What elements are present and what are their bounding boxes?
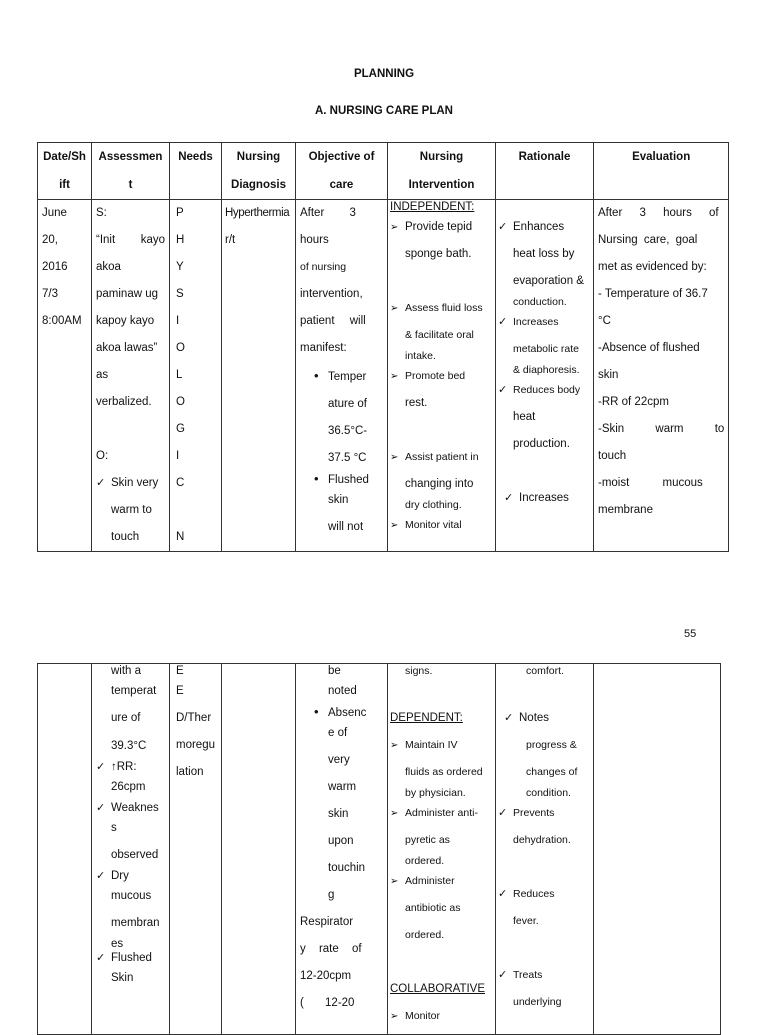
table-row xyxy=(38,200,729,552)
assessment-cell: S: “Init kayo akoa paminaw ug kapoy kayo akoa lawas” as verbalized. O: ✓ Skin very warm to touch xyxy=(92,200,170,552)
header-evaluation: Evaluation xyxy=(594,143,729,200)
nursing-intervention-cell: INDEPENDENT: ➢ Provide tepid sponge bath. ➢ Assess fluid loss & facilitate oral intake. ➢ Promote bed rest. ➢ Assist patient in changing into dry clothing. ➢ Monitor vital xyxy=(388,200,496,552)
header-nursing-diagnosis: Nursing Diagnosis xyxy=(222,143,296,200)
nursing-diagnosis-cell: Hyperthermia r/t xyxy=(222,200,296,552)
nursing-intervention-cell: signs. DEPENDENT: ➢ Maintain IV fluids as ordered by physician. ➢ Administer anti- pyretic as ordered. ➢ Administer antibiotic as ordered. COLLABORATIVE ➢ Monitor xyxy=(388,664,496,1035)
check-icon: ✓ ↑RR: xyxy=(96,760,165,774)
check-icon: ✓ Reduces body xyxy=(498,377,589,404)
arrow-icon: ➢ Promote bed xyxy=(390,363,491,390)
check-icon: ✓ Increases xyxy=(498,309,589,336)
check-icon: ✓ Reduces xyxy=(498,881,589,908)
care-plan-title: A. NURSING CARE PLAN xyxy=(314,105,453,117)
needs-cell: P H Y S I O L O G I C N xyxy=(170,200,222,552)
page-number: 55 xyxy=(684,628,697,640)
arrow-icon: ➢ Maintain IV xyxy=(390,732,491,759)
arrow-icon: ➢ Assess fluid loss xyxy=(390,295,491,322)
rationale-cell: comfort. ✓ Notes progress & changes of condition. ✓ Prevents dehydration. ✓ Reduces fever. ✓ Treats underlying xyxy=(496,664,594,1035)
header-needs: Needs xyxy=(170,143,222,200)
arrow-icon: ➢ Administer anti- xyxy=(390,800,491,827)
arrow-icon: ➢ Assist patient in xyxy=(390,444,491,471)
check-icon: ✓ Flushed xyxy=(96,951,165,965)
rationale-cell: ✓ Enhances heat loss by evaporation & conduction. ✓ Increases metabolic rate & diaphoresis. ✓ Reduces body heat production. ✓ Increases xyxy=(496,200,594,552)
check-icon: ✓ Skin very xyxy=(96,470,165,497)
objective-of-care-cell: After 3 hours of nursing intervention, patient will manifest: • Temper ature of 36.5°C- 37.5 °C • Flushed skin will not xyxy=(296,200,388,552)
header-date-shift: Date/Sh ift xyxy=(38,143,92,200)
check-icon: ✓ Dry xyxy=(96,869,165,883)
header-assessment: Assessmen t xyxy=(92,143,170,200)
header-objective-of-care: Objective of care xyxy=(296,143,388,200)
bullet-item: • Flushed xyxy=(300,472,383,487)
independent-label: INDEPENDENT: xyxy=(390,201,475,213)
header-nursing-intervention: Nursing Intervention xyxy=(388,143,496,200)
dependent-label: DEPENDENT: xyxy=(390,712,463,724)
bullet-item: • Temper xyxy=(300,362,383,391)
evaluation-cell: After 3 hours of Nursing care, goal met as evidenced by: - Temperature of 36.7 °C -Absence of flushed skin -RR of 22cpm -Skin warm to touch -moist mucous membrane xyxy=(594,200,729,552)
arrow-icon: ➢ Monitor vital xyxy=(390,512,491,539)
bullet-item: • Absenc xyxy=(300,705,383,720)
check-icon: ✓ Prevents xyxy=(498,800,589,827)
table-row xyxy=(38,664,721,1035)
evaluation-cell xyxy=(594,664,721,1035)
care-plan-table-part-2 xyxy=(37,663,721,1035)
needs-cell: E E D/Ther moregu lation xyxy=(170,664,222,1035)
nursing-diagnosis-cell xyxy=(222,664,296,1035)
assessment-cell: with a temperat ure of 39.3°C ✓ ↑RR: 26cpm ✓ Weaknes s observed ✓ Dry mucous membran es ✓ Flushed Skin xyxy=(92,664,170,1035)
arrow-icon: ➢ Provide tepid xyxy=(390,214,491,241)
arrow-icon: ➢ Administer xyxy=(390,868,491,895)
check-icon: ✓ Treats xyxy=(498,962,589,989)
table-header-row xyxy=(38,143,729,200)
date-shift-cell xyxy=(38,664,92,1035)
collaborative-label: COLLABORATIVE xyxy=(390,983,486,995)
check-icon: ✓ Weaknes xyxy=(96,801,165,815)
check-icon: ✓ Notes xyxy=(498,705,589,732)
objective-of-care-cell: be noted • Absenc e of very warm skin upon touchin g Respirator y rate of 12-20cpm ( 12-20 xyxy=(296,664,388,1035)
check-icon: ✓ Increases xyxy=(498,485,589,512)
date-shift-cell: June 20, 2016 7/3 8:00AM xyxy=(38,200,92,552)
arrow-icon: ➢ Monitor xyxy=(390,1003,491,1030)
section-title: PLANNING xyxy=(353,68,415,80)
header-rationale: Rationale xyxy=(496,143,594,200)
check-icon: ✓ Enhances xyxy=(498,214,589,241)
care-plan-table-part-1 xyxy=(37,142,729,552)
